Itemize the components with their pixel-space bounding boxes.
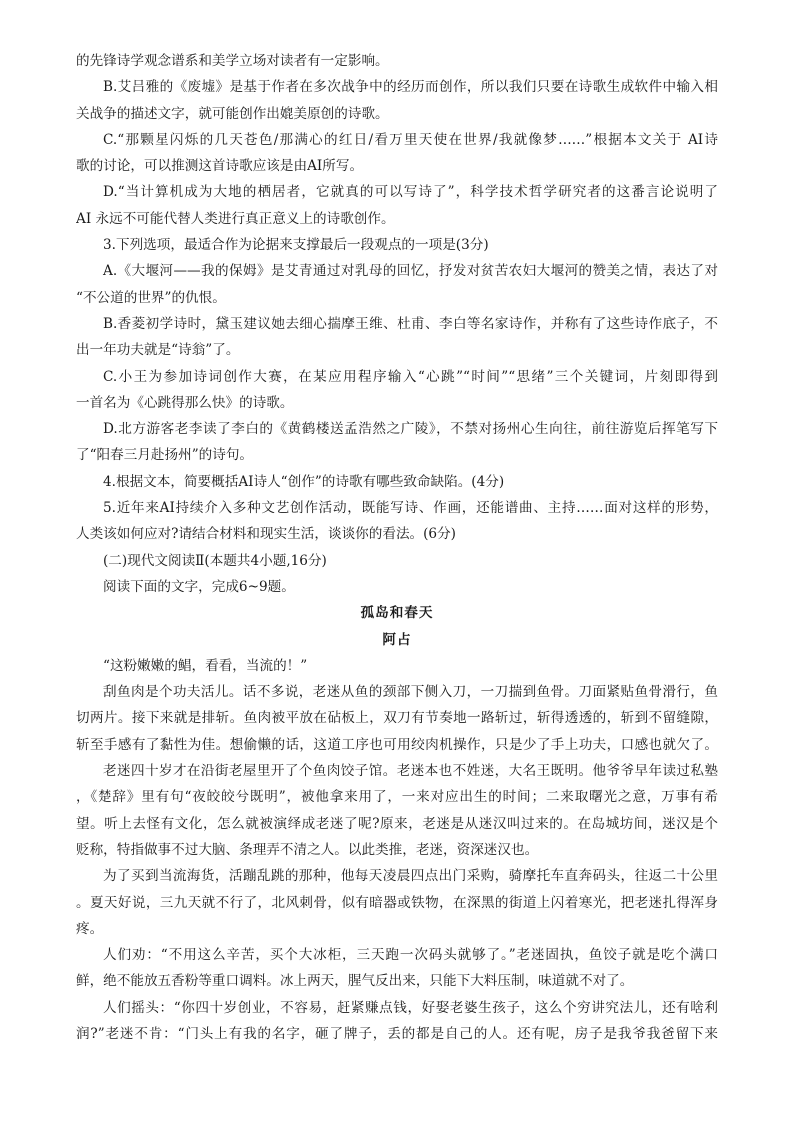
- text-line: 3.下列选项，最适合作为论据来支撑最后一段观点的一项是(3分): [103, 237, 489, 254]
- text-line: 切两片。接下来就是排斩。鱼肉被平放在砧板上，双刀有节奏地一路斩过，斩得透透的，斩到不留缝隙，: [76, 710, 718, 727]
- document-page: [76, 48, 718, 1047]
- text-line: 鲜，绝不能放五香粉等重口调料。冰上两天，腥气反出来，只能下大料压制，味道就不对了。: [76, 973, 634, 990]
- text-line: 关战争的描述文字，就可能创作出媲美原创的诗歌。: [76, 105, 389, 122]
- text-line: 5.近年来AI持续介入多种文艺创作活动，既能写诗、作画，还能谱曲、主持……面对这样的形势，: [103, 500, 718, 517]
- text-line: D.北方游客老李读了李白的《黄鹤楼送孟浩然之广陵》，不禁对扬州心生向往，前往游览后挥笔写下: [103, 421, 718, 438]
- text-line: AI 永远不可能代替人类进行真正意义上的诗歌创作。: [76, 210, 395, 227]
- text-line: ，《楚辞》里有句“夜皎皎兮既明”，被他拿来用了，一来对应出生的时间；二来取曙光之意，万事有希: [76, 789, 718, 806]
- text-line: D.“当计算机成为大地的栖居者，它就真的可以写诗了”，科学技术哲学研究者的这番言论说明了: [103, 184, 718, 201]
- text-line: 疼。: [76, 920, 104, 937]
- text-line: 为了买到当流海货，活蹦乱跳的那种，他每天凌晨四点出门采购，骑摩托车直奔码头，往返二十公里: [103, 868, 718, 885]
- text-line: 一首名为《心跳得那么快》的诗歌。: [76, 394, 294, 411]
- text-line: 老迷四十岁才在沿街老屋里开了个鱼肉饺子馆。老迷本也不姓迷，大名王既明。他爷爷早年读过私塾: [103, 763, 718, 780]
- text-line: 的先锋诗学观念谱系和美学立场对读者有一定影响。: [76, 53, 389, 69]
- text-line: B.香菱初学诗时，黛玉建议她去细心揣摩王维、杜甫、李白等名家诗作，并称有了这些诗作底子，不: [103, 315, 718, 332]
- text-line: 。夏天好说，三九天就不行了，北风刺骨，似有暗器或铁物，在深黑的街道上闪着寒光，把老迷扎得浑身: [76, 894, 718, 911]
- text-line: 4.根据文本，简要概括AI诗人“创作”的诗歌有哪些致命缺陷。(4分): [103, 473, 505, 490]
- text-line: 刮鱼肉是个功夫活儿。话不多说，老迷从鱼的颈部下侧入刀，一刀揣到鱼骨。刀面紧贴鱼骨滑行，鱼: [103, 684, 718, 701]
- text-line: 斩至手感有了黏性为佳。想偷懒的话，这道工序也可用绞肉机操作，只是少了手上功夫，口感也就欠了。: [76, 736, 718, 753]
- text-line: A.《大堰河——我的保姆》是艾青通过对乳母的回忆，抒发对贫苦农妇大堰河的赞美之情，表达了对: [103, 263, 718, 280]
- text-line: 人们摇头：“你四十岁创业，不容易，赶紧赚点钱，好娶老婆生孩子，这么个穷讲究法儿，还有啥利: [103, 999, 718, 1016]
- text-line: (二)现代文阅读Ⅱ(本题共4小题,16分): [103, 552, 327, 569]
- text-line: 歌的讨论，可以推测这首诗歌应该是由AI所写。: [76, 158, 364, 175]
- text-line: B.艾吕雅的《废墟》是基于作者在多次战争中的经历而创作，所以我们只要在诗歌生成软件中输入相: [103, 79, 718, 96]
- text-line: 了“阳春三月赴扬州”的诗句。: [76, 447, 254, 464]
- text-line: 阅读下面的文字，完成6~9题。: [103, 578, 295, 595]
- text-line: “不公道的世界”的仇恨。: [76, 289, 226, 306]
- text-line: “这粉嫩嫩的鲳，看看，当流的！”: [103, 657, 308, 674]
- text-line: 人们劝：“不用这么辛苦，买个大冰柜，三天跑一次码头就够了。”老迷固执，鱼饺子就是吃个满口: [103, 947, 718, 964]
- text-line: C.小王为参加诗词创作大赛，在某应用程序输入“心跳”“时间”“思绪”三个关键词，片刻即得到: [103, 368, 718, 385]
- text-line: 人类该如何应对?请结合材料和现实生活，谈谈你的看法。(6分): [76, 526, 456, 543]
- text-line: C.“那颗星闪烁的几天苍色/那满心的红日/看万里天使在世界/我就像梦……”根据本文关于 AI诗: [103, 131, 718, 148]
- text-line: 望。听上去怪有文化，怎么就被演绎成老迷了呢?原来，老迷是从迷汉叫过来的。在岛城坊间，迷汉是个: [76, 815, 718, 832]
- story-title: 孤岛和春天: [360, 605, 434, 622]
- text-line: 贬称，特指做事不过大脑、条理弄不清之人。以此类推，老迷，资深迷汉也。: [76, 841, 539, 858]
- text-line: 出一年功夫就是“诗翁”了。: [76, 342, 240, 359]
- story-author: 阿占: [382, 631, 412, 648]
- text-line: 润?”老迷不肯：“门头上有我的名字，砸了牌子，丢的都是自己的人。还有呢，房子是我爷我爸留下来: [76, 1025, 718, 1042]
